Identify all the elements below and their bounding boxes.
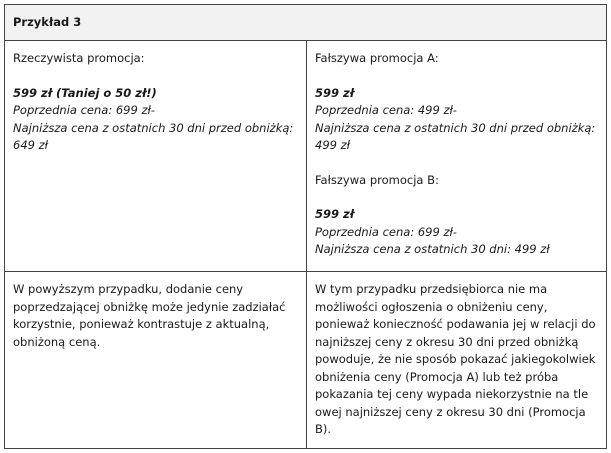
fake-promotion-a-title: Fałszywa promocja A:: [315, 51, 439, 65]
fake-promotion-a-price: 599 zł: [315, 85, 355, 100]
fake-promotion-a-previous-price: Poprzednia cena: 499 zł-: [315, 103, 457, 117]
comment-left-text: W powyższym przypadku, dodanie ceny poprzedzającej obniżkę może jedynie zadziałać korzystnie, ponieważ kontrastuje z aktualną, obniżoną ceną.: [13, 282, 286, 349]
fake-promotion-b-lowest-price: Najniższa cena z ostatnich 30 dni: 499 zł: [315, 242, 550, 256]
example-table: [4, 4, 607, 449]
real-promotion-lowest-price: Najniższa cena z ostatnich 30 dni przed obniżką: 649 zł: [13, 120, 294, 152]
real-promotion-cell: [5, 41, 307, 272]
real-promotion-previous-price: Poprzednia cena: 699 zł-: [13, 103, 155, 117]
comment-right-text: W tym przypadku przedsiębiorca nie ma możliwości ogłoszenia o obniżeniu ceny, ponieważ konieczność podawania jej w relacji do najniższej ceny z okresu 30 dni przed obniżką powoduje, że nie sposób pokazać jakiegokolwiek obniżenia ceny (Promocja A) lub też próba pokazania tej ceny wypada niekorzystnie na tle owej najniższej ceny z okresu 30 dni (Promocja B).: [315, 282, 596, 436]
fake-promotion-a-lowest-price: Najniższa cena z ostatnich 30 dni przed obniżką: 499 zł: [315, 120, 596, 152]
comment-right-cell: [307, 272, 606, 448]
real-promotion-price: 599 zł (Taniej o 50 zł!): [13, 85, 157, 100]
comment-left-cell: [5, 272, 307, 448]
real-promotion-title: Rzeczywista promocja:: [13, 51, 145, 65]
fake-promotion-b-price: 599 zł: [315, 207, 355, 221]
fake-promotion-b-previous-price: Poprzednia cena: 699 zł-: [315, 224, 457, 239]
table-header: Przykład 3: [5, 5, 606, 41]
fake-promotions-cell: [307, 41, 606, 272]
fake-promotion-b-title: Fałszywa promocja B:: [315, 172, 439, 187]
